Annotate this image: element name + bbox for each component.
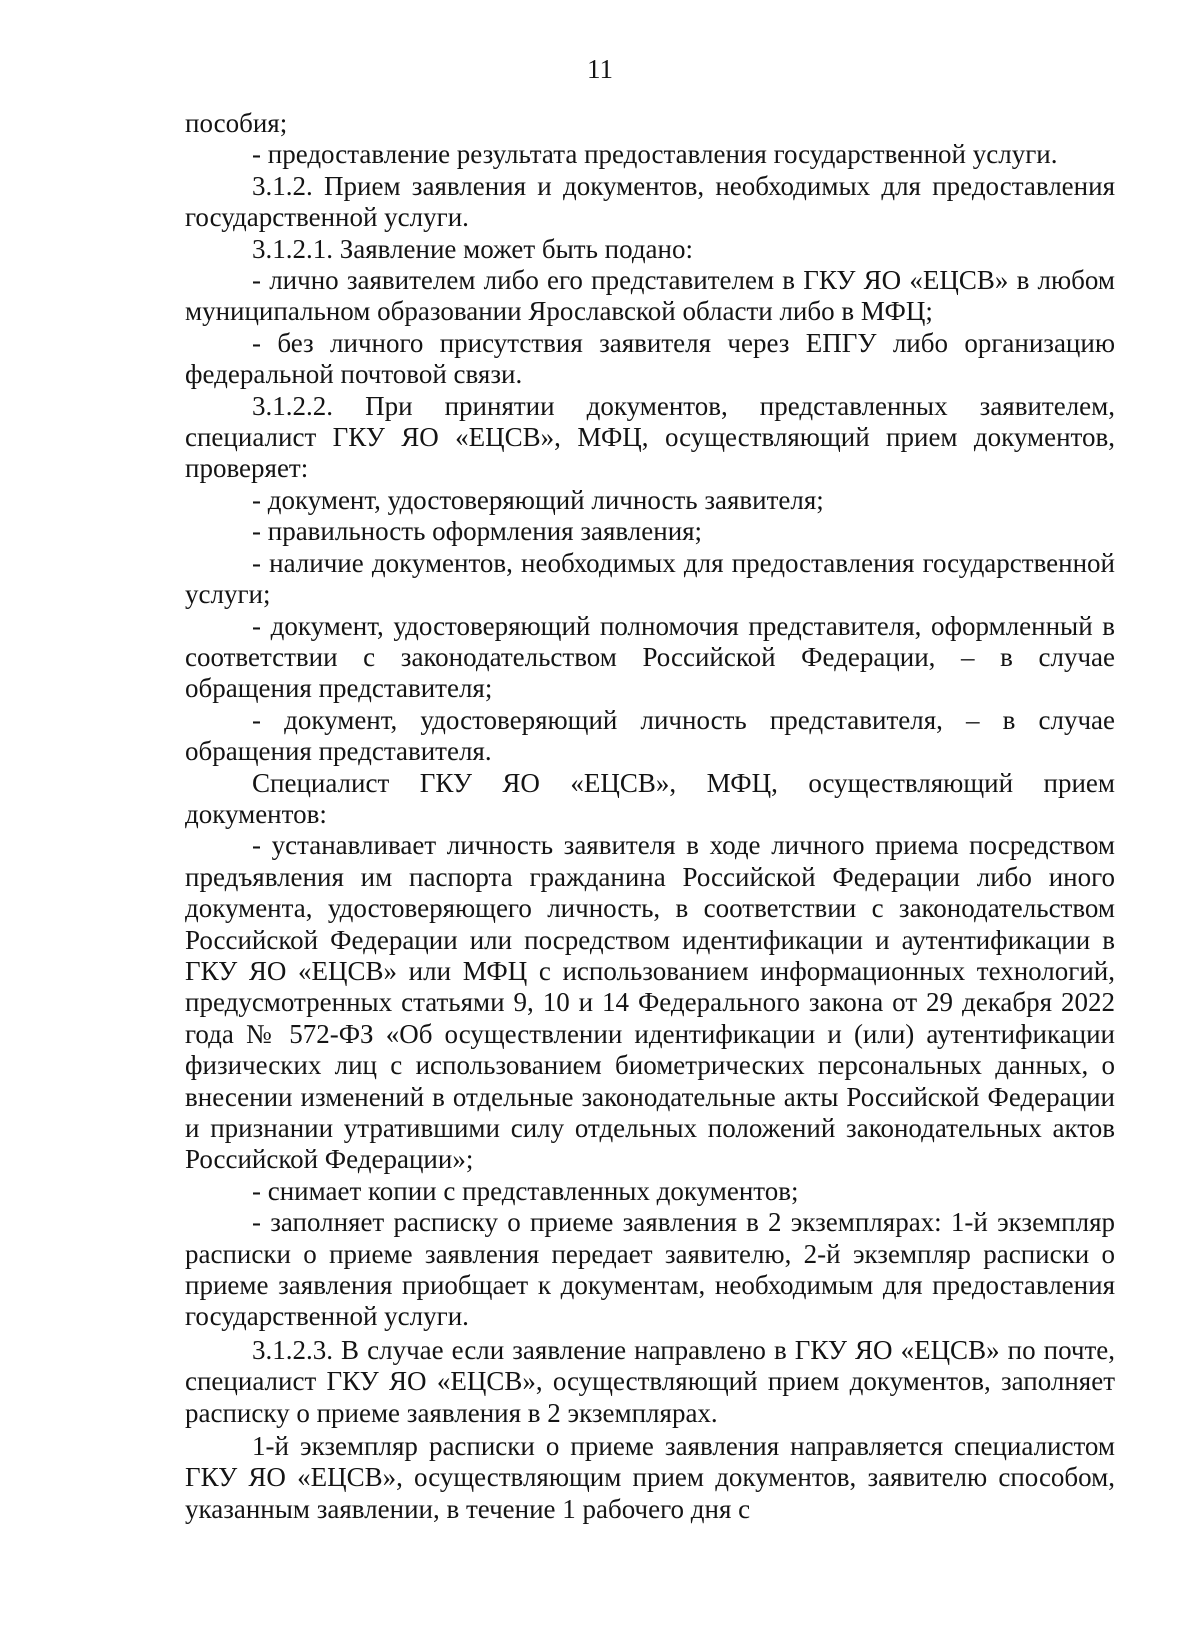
paragraph: Специалист ГКУ ЯО «ЕЦСВ», МФЦ, осуществляющий прием документов: [185, 767, 1115, 829]
paragraph: - устанавливает личность заявителя в ходе личного приема посредством предъявления им паспорта гражданина Российской Федерации либо иного документа, удостоверяющего личность, в соответствии с законодательством Российской Федерации или посредством идентификации и аутентификации в ГКУ ЯО «ЕЦСВ» или МФЦ с использованием информационных технологий, предусмотренных статьями 9, 10 и 14 Федерального закона от 29 декабря 2022 года № 572-ФЗ «Об осуществлении идентификации и (или) аутентификации физических лиц с использованием биометрических персональных данных, о внесении изменений в отдельные законодательные акты Российской Федерации и признании утратившими силу отдельных положений законодательных актов Российской Федерации»; [185, 830, 1115, 1175]
paragraph: - снимает копии с представленных документов; [252, 1175, 799, 1206]
paragraph: - документ, удостоверяющий полномочия представителя, оформленный в соответствии с законодательством Российской Федерации, – в случае обращения представителя; [185, 610, 1115, 704]
paragraph: - предоставление результата предоставления государственной услуги. [252, 139, 1058, 170]
page-number: 11 [587, 54, 613, 84]
paragraph: - документ, удостоверяющий личность заявителя; [252, 484, 824, 515]
paragraph: - документ, удостоверяющий личность представителя, – в случае обращения представителя. [185, 704, 1115, 767]
paragraph: - без личного присутствия заявителя через ЕПГУ либо организацию федеральной почтовой связи. [185, 327, 1115, 390]
document-body [185, 108, 1115, 1525]
paragraph: - наличие документов, необходимых для предоставления государственной услуги; [185, 547, 1115, 610]
paragraph: 3.1.2.3. В случае если заявление направлено в ГКУ ЯО «ЕЦСВ» по почте, специалист ГКУ ЯО «ЕЦСВ», осуществляющий прием документов, заполняет расписку о приеме заявления в 2 экземплярах. [185, 1334, 1115, 1428]
paragraph: 3.1.2. Прием заявления и документов, необходимых для предоставления государственной услуги. [185, 170, 1115, 233]
paragraph: - лично заявителем либо его представителем в ГКУ ЯО «ЕЦСВ» в любом муниципальном образовании Ярославской области либо в МФЦ; [185, 265, 1115, 327]
paragraph: - заполняет расписку о приеме заявления в 2 экземплярах: 1-й экземпляр расписки о приеме заявления передает заявителю, 2-й экземпляр расписки о приеме заявления приобщает к документам, необходимым для предоставления государственной услуги. [185, 1207, 1115, 1332]
paragraph: пособия; [185, 108, 288, 138]
paragraph: 1-й экземпляр расписки о приеме заявления направляется специалистом ГКУ ЯО «ЕЦСВ», осуществляющим прием документов, заявителю способом, указанным заявлении, в течение 1 рабочего дня с [185, 1431, 1115, 1524]
paragraph: 3.1.2.1. Заявление может быть подано: [252, 233, 693, 264]
paragraph: 3.1.2.2. При принятии документов, представленных заявителем, специалист ГКУ ЯО «ЕЦСВ», МФЦ, осуществляющий прием документов, проверяет: [185, 390, 1115, 484]
paragraph: - правильность оформления заявления; [252, 516, 703, 547]
